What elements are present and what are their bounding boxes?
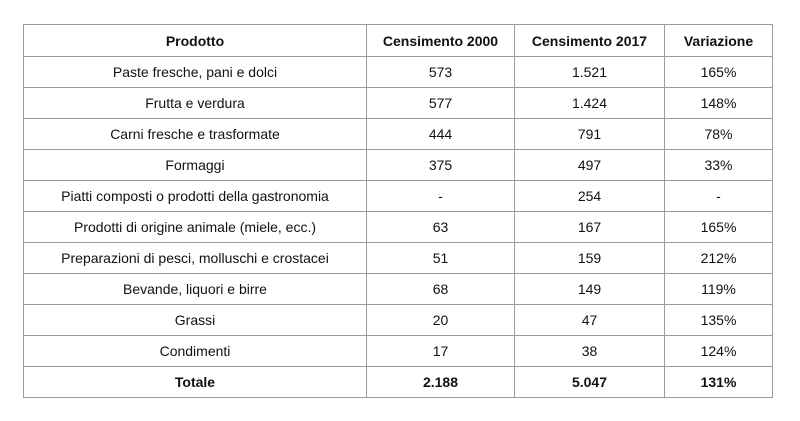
cell-censimento-2000: - <box>367 181 515 212</box>
header-censimento-2017: Censimento 2017 <box>515 25 665 57</box>
cell-censimento-2017: 159 <box>515 243 665 274</box>
cell-censimento-2000: 20 <box>367 305 515 336</box>
table-row <box>24 119 773 150</box>
cell-variazione: 165% <box>665 57 773 88</box>
cell-prodotto: Prodotti di origine animale (miele, ecc.) <box>24 212 367 243</box>
cell-prodotto: Piatti composti o prodotti della gastronomia <box>24 181 367 212</box>
table-row <box>24 88 773 119</box>
cell-censimento-2017: 167 <box>515 212 665 243</box>
table-row <box>24 212 773 243</box>
products-table <box>23 24 773 398</box>
cell-censimento-2000: 577 <box>367 88 515 119</box>
cell-prodotto: Frutta e verdura <box>24 88 367 119</box>
cell-censimento-2017: 149 <box>515 274 665 305</box>
cell-censimento-2017: 254 <box>515 181 665 212</box>
cell-variazione: 124% <box>665 336 773 367</box>
header-censimento-2000: Censimento 2000 <box>367 25 515 57</box>
cell-censimento-2000: 573 <box>367 57 515 88</box>
table-row <box>24 181 773 212</box>
cell-variazione: 148% <box>665 88 773 119</box>
cell-censimento-2000: 375 <box>367 150 515 181</box>
cell-censimento-2000: 17 <box>367 336 515 367</box>
total-variazione: 131% <box>665 367 773 398</box>
cell-censimento-2017: 1.424 <box>515 88 665 119</box>
cell-variazione: 119% <box>665 274 773 305</box>
cell-censimento-2017: 47 <box>515 305 665 336</box>
cell-variazione: 33% <box>665 150 773 181</box>
cell-censimento-2017: 1.521 <box>515 57 665 88</box>
total-row <box>24 367 773 398</box>
table-row <box>24 274 773 305</box>
table-header-row <box>24 25 773 57</box>
cell-variazione: 78% <box>665 119 773 150</box>
cell-prodotto: Formaggi <box>24 150 367 181</box>
cell-censimento-2017: 38 <box>515 336 665 367</box>
total-censimento-2000: 2.188 <box>367 367 515 398</box>
cell-prodotto: Preparazioni di pesci, molluschi e crostacei <box>24 243 367 274</box>
cell-censimento-2017: 497 <box>515 150 665 181</box>
table-row <box>24 243 773 274</box>
cell-variazione: 165% <box>665 212 773 243</box>
header-prodotto: Prodotto <box>24 25 367 57</box>
table-row <box>24 305 773 336</box>
cell-variazione: 135% <box>665 305 773 336</box>
cell-prodotto: Condimenti <box>24 336 367 367</box>
header-variazione: Variazione <box>665 25 773 57</box>
cell-prodotto: Bevande, liquori e birre <box>24 274 367 305</box>
cell-prodotto: Grassi <box>24 305 367 336</box>
cell-censimento-2000: 63 <box>367 212 515 243</box>
total-label: Totale <box>24 367 367 398</box>
cell-variazione: 212% <box>665 243 773 274</box>
cell-variazione: - <box>665 181 773 212</box>
cell-prodotto: Paste fresche, pani e dolci <box>24 57 367 88</box>
table-row <box>24 57 773 88</box>
cell-censimento-2000: 68 <box>367 274 515 305</box>
table-row <box>24 336 773 367</box>
table-row <box>24 150 773 181</box>
cell-prodotto: Carni fresche e trasformate <box>24 119 367 150</box>
cell-censimento-2000: 51 <box>367 243 515 274</box>
cell-censimento-2000: 444 <box>367 119 515 150</box>
total-censimento-2017: 5.047 <box>515 367 665 398</box>
cell-censimento-2017: 791 <box>515 119 665 150</box>
